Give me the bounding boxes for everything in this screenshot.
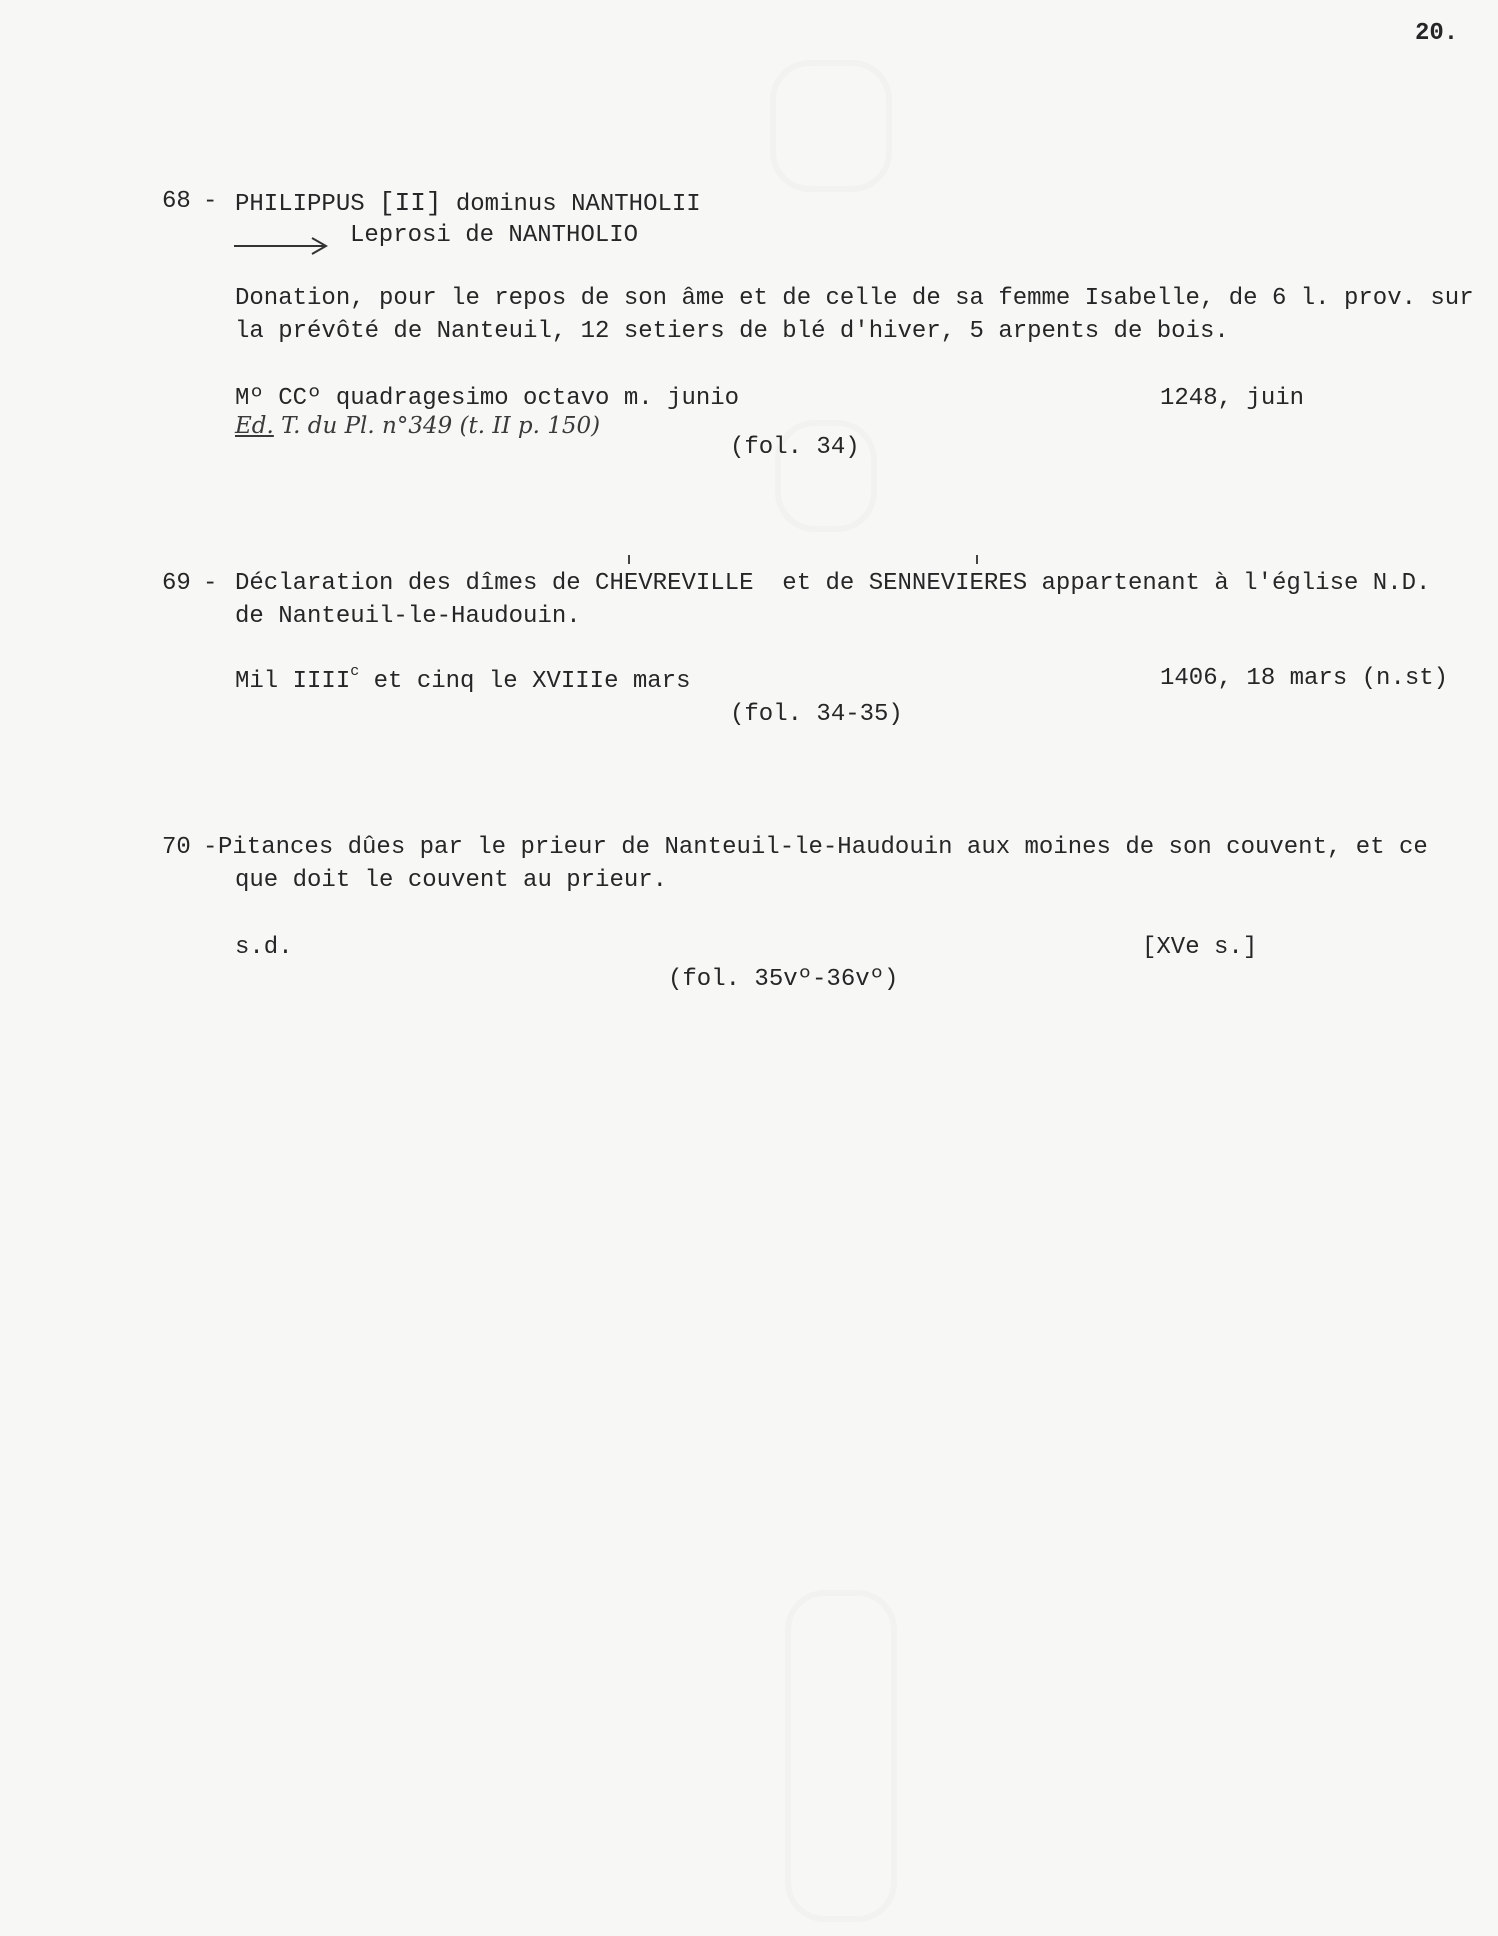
date: 1406, 18 mars (n.st)	[1160, 665, 1449, 692]
handwritten-note	[235, 413, 600, 439]
handwritten-ed: Ed.	[235, 413, 274, 439]
source-date-superscript: c	[350, 663, 360, 680]
folio-reference: (fol. 34-35)	[730, 701, 903, 728]
entry-number: 69	[162, 570, 191, 597]
entry-separator: -	[203, 834, 218, 861]
entry-number: 68	[162, 188, 191, 215]
title-bracket: [II]	[379, 188, 442, 218]
page-number: 20.	[1415, 20, 1459, 47]
watermark-shape	[785, 1590, 897, 1922]
entry-text-line: Pitances dûes par le prieur de Nanteuil-le-Haudouin aux moines de son couvent, et ce	[218, 834, 1428, 861]
entry-number: 70	[162, 834, 191, 861]
date: [XVe s.]	[1142, 934, 1258, 961]
watermark-shape	[770, 60, 892, 192]
entry-text-line: que doit le couvent au prieur.	[235, 867, 668, 894]
folio-reference: (fol. 34)	[730, 434, 860, 461]
accent-mark	[976, 555, 978, 564]
entry-text-line: Déclaration des dîmes de CHEVREVILLE et de SENNEVIERES appartenant à l'église N.D.	[235, 570, 1431, 597]
accent-mark	[628, 555, 630, 564]
source-date-year: Mil IIII	[235, 668, 351, 695]
source-date-rest: et cinq le XVIIIe mars	[359, 668, 691, 695]
arrow-icon	[232, 236, 332, 256]
entry-separator: -	[203, 570, 218, 597]
date: 1248, juin	[1160, 385, 1305, 412]
source-date: Mº CCº quadragesimo octavo m. junio	[235, 385, 740, 412]
entry-text-line: Donation, pour le repos de son âme et de celle de sa femme Isabelle, de 6 l. prov. sur	[235, 285, 1474, 312]
title-name: PHILIPPUS	[235, 191, 380, 218]
title-rest: dominus NANTHOLII	[441, 191, 701, 218]
entry-separator: -	[203, 188, 218, 215]
entry-text-line: la prévôté de Nanteuil, 12 setiers de blé d'hiver, 5 arpents de bois.	[235, 318, 1229, 345]
entry-recipient: Leprosi de NANTHOLIO	[350, 222, 639, 249]
entry-title	[235, 190, 701, 217]
handwritten-ref: T. du Pl. n°349 (t. II p. 150)	[273, 413, 601, 439]
source-date: s.d.	[235, 934, 293, 961]
entry-text-line: de Nanteuil-le-Haudouin.	[235, 603, 581, 630]
source-date	[235, 663, 691, 695]
folio-reference: (fol. 35vº-36vº)	[668, 966, 899, 993]
